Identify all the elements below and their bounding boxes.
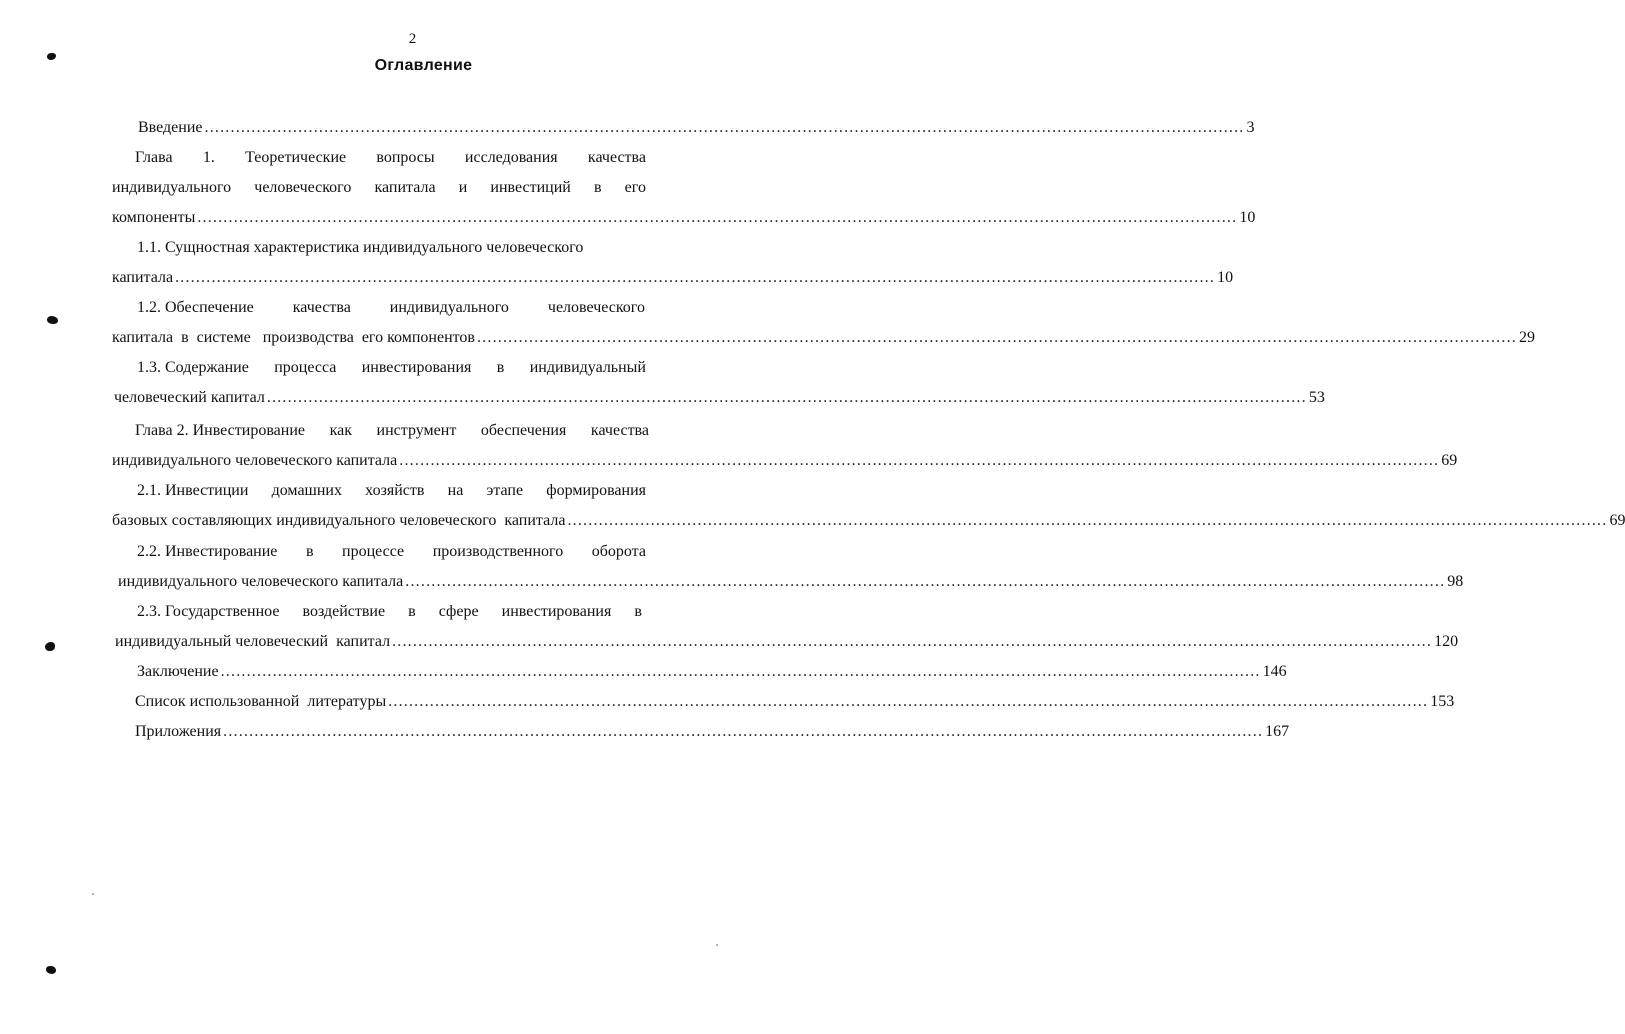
toc-page-number: 10 bbox=[1239, 209, 1256, 226]
toc-word: на bbox=[447, 482, 464, 499]
toc-word: 1.3. Содержание bbox=[137, 359, 249, 376]
toc-entry-text: индивидуального человеческого капитала bbox=[112, 452, 398, 469]
toc-word: 2.1. Инвестиции bbox=[137, 482, 249, 499]
toc-word: инвестиций bbox=[490, 179, 571, 196]
toc-section-1-2-line-2 bbox=[112, 328, 1535, 348]
toc-word: производственного bbox=[432, 543, 564, 560]
toc-word: как bbox=[329, 422, 352, 439]
toc-entry-text: человеческий капитал bbox=[114, 389, 265, 406]
toc-entry-text: индивидуального человеческого капитала bbox=[118, 573, 404, 590]
toc-entry-text: индивидуальный человеческий капитал bbox=[115, 633, 391, 650]
toc-section-2-2-line-2 bbox=[118, 572, 1464, 592]
leader-dots: ........................................................................................................................................................................................................ bbox=[405, 573, 1446, 590]
toc-word: в bbox=[496, 359, 505, 376]
toc-word: человеческого bbox=[547, 299, 645, 316]
toc-page-number: 146 bbox=[1262, 663, 1287, 680]
toc-word: 1. bbox=[202, 149, 215, 166]
toc-section-1-3-line-2 bbox=[114, 388, 1325, 408]
leader-dots: ........................................................................................................................................................................................................ bbox=[175, 269, 1216, 286]
toc-word: индивидуальный bbox=[529, 359, 646, 376]
toc-word: Глава 2. Инвестирование bbox=[135, 422, 305, 439]
toc-section-1-2-line-1 bbox=[137, 298, 645, 318]
toc-word: 2.2. Инвестирование bbox=[137, 543, 278, 560]
toc-entry-text: капитала в системе производства его компонентов bbox=[112, 329, 475, 346]
toc-page-number: 3 bbox=[1246, 119, 1255, 136]
toc-section-1-3-line-1 bbox=[137, 358, 646, 378]
toc-word: качества bbox=[587, 149, 646, 166]
toc-word: оборота bbox=[591, 543, 646, 560]
toc-word: качества bbox=[590, 422, 649, 439]
toc-chapter-1-line-3 bbox=[112, 208, 1256, 228]
toc-chapter-2-line-2 bbox=[112, 451, 1458, 471]
scan-dust bbox=[92, 893, 94, 895]
toc-section-2-1-line-1 bbox=[137, 481, 646, 501]
toc-word: домашних bbox=[271, 482, 342, 499]
toc-word: сфере bbox=[438, 603, 479, 620]
leader-dots: ........................................................................................................................................................................................................ bbox=[388, 693, 1429, 710]
toc-word: этапе bbox=[486, 482, 524, 499]
toc-word: инструмент bbox=[376, 422, 457, 439]
toc-entry-text: Список использованной литературы bbox=[135, 693, 387, 710]
leader-dots: ........................................................................................................................................................................................................ bbox=[204, 119, 1245, 136]
toc-section-2-2-line-1 bbox=[137, 542, 646, 562]
toc-word: индивидуального bbox=[112, 179, 232, 196]
toc-word: вопросы bbox=[376, 149, 435, 166]
leader-dots: ........................................................................................................................................................................................................ bbox=[197, 209, 1238, 226]
toc-chapter-2-line-1 bbox=[135, 421, 649, 441]
leader-dots: ........................................................................................................................................................................................................ bbox=[223, 723, 1264, 740]
leader-dots: ........................................................................................................................................................................................................ bbox=[399, 452, 1440, 469]
toc-word: индивидуального bbox=[389, 299, 509, 316]
toc-entry-text: капитала bbox=[112, 269, 174, 286]
toc-page-number: 98 bbox=[1447, 573, 1464, 590]
toc-word: процесса bbox=[274, 359, 337, 376]
toc-chapter-1-line-2 bbox=[112, 178, 646, 198]
toc-word: в bbox=[408, 603, 416, 620]
page-title: Оглавление bbox=[374, 57, 473, 74]
toc-section-1-1-line-1: 1.1. Сущностная характеристика индивидуального человеческого bbox=[137, 239, 584, 256]
toc-word: обеспечения bbox=[480, 422, 567, 439]
toc-page-number: 69 bbox=[1441, 452, 1458, 469]
toc-page-number: 10 bbox=[1217, 269, 1234, 286]
toc-section-2-3-line-1 bbox=[137, 602, 642, 622]
toc-word: Глава bbox=[135, 149, 173, 166]
toc-page-number: 53 bbox=[1308, 389, 1325, 406]
toc-page-number: 69 bbox=[1609, 512, 1625, 529]
leader-dots: ........................................................................................................................................................................................................ bbox=[266, 389, 1307, 406]
toc-word: качества bbox=[292, 299, 351, 316]
toc-entry-text: базовых составляющих индивидуального человеческого капитала bbox=[112, 512, 566, 529]
toc-word: инвестирования bbox=[501, 603, 612, 620]
toc-word: в bbox=[634, 603, 642, 620]
toc-page-number: 29 bbox=[1518, 329, 1535, 346]
toc-word: процессе bbox=[342, 543, 405, 560]
toc-word: воздействие bbox=[302, 603, 386, 620]
toc-chapter-1-line-1 bbox=[135, 148, 646, 168]
toc-word: в bbox=[305, 543, 314, 560]
toc-word: человеческого bbox=[254, 179, 352, 196]
toc-word: и bbox=[458, 179, 468, 196]
scan-speck bbox=[45, 642, 55, 651]
toc-page-number: 167 bbox=[1265, 723, 1290, 740]
scan-dust bbox=[716, 944, 718, 946]
toc-section-2-3-line-2 bbox=[115, 632, 1459, 652]
toc-page-number: 120 bbox=[1434, 633, 1459, 650]
toc-word: формирования bbox=[546, 482, 646, 499]
toc-entry-text: компоненты bbox=[112, 209, 196, 226]
toc-entry-intro bbox=[138, 118, 1255, 138]
toc-word: Теоретические bbox=[245, 149, 347, 166]
toc-word: исследования bbox=[464, 149, 558, 166]
toc-word: 1.2. Обеспечение bbox=[137, 299, 254, 316]
toc-word: 2.3. Государственное bbox=[137, 603, 280, 620]
toc-entry-appendix bbox=[135, 722, 1290, 742]
scan-speck bbox=[47, 316, 58, 324]
toc-entry-references bbox=[135, 692, 1455, 712]
toc-entry-text: Заключение bbox=[137, 663, 219, 680]
toc-entry-text: Введение bbox=[138, 119, 203, 136]
leader-dots: ........................................................................................................................................................................................................ bbox=[567, 512, 1608, 529]
toc-word: его bbox=[624, 179, 646, 196]
toc-section-1-1-line-2 bbox=[112, 268, 1234, 288]
toc-page-number: 153 bbox=[1430, 693, 1455, 710]
toc-entry-conclusion bbox=[137, 662, 1287, 682]
toc-word: в bbox=[593, 179, 602, 196]
toc-section-2-1-line-2 bbox=[112, 511, 1625, 531]
toc-word: хозяйств bbox=[365, 482, 425, 499]
leader-dots: ........................................................................................................................................................................................................ bbox=[220, 663, 1261, 680]
toc-entry-text: Приложения bbox=[135, 723, 222, 740]
toc-word: капитала bbox=[374, 179, 436, 196]
leader-dots: ........................................................................................................................................................................................................ bbox=[476, 329, 1517, 346]
toc-word: инвестирования bbox=[361, 359, 472, 376]
scan-speck bbox=[46, 966, 56, 974]
leader-dots: ........................................................................................................................................................................................................ bbox=[392, 633, 1433, 650]
page-number: 2 bbox=[408, 31, 417, 47]
